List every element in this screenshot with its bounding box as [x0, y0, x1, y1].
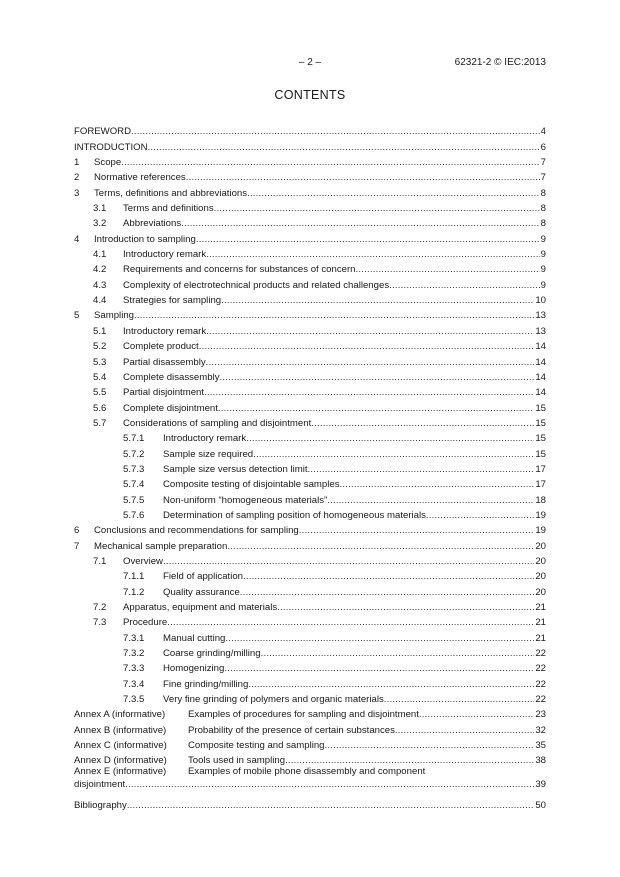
- toc-leader-dots: [253, 449, 534, 460]
- toc-entry-title: Overview: [123, 555, 163, 567]
- toc-entry-title: Procedure: [123, 617, 168, 629]
- toc-entry-number: Annex B (informative): [74, 724, 167, 736]
- toc-entry-number: Annex C (informative): [74, 740, 167, 752]
- toc-entry-page: 15: [535, 448, 546, 460]
- toc-leader-dots: [327, 495, 534, 506]
- toc-entry[interactable]: [74, 137, 546, 152]
- toc-leader-dots: [384, 694, 535, 705]
- toc-entry-page: 9: [540, 279, 546, 291]
- toc-leader-dots: [308, 464, 535, 475]
- toc-entry-page: 35: [535, 740, 546, 752]
- toc-entry-title: Non-uniform “homogeneous materials”: [163, 494, 328, 506]
- toc-entry-page: 20: [535, 540, 546, 552]
- toc-entry-title: INTRODUCTION: [74, 141, 148, 153]
- toc-entry-title: Sample size versus detection limit: [163, 463, 308, 475]
- toc-entry-page: 15: [535, 433, 546, 445]
- toc-entry[interactable]: [74, 168, 546, 183]
- toc-entry-page: 7: [540, 172, 546, 184]
- toc-entry-page: 19: [535, 525, 546, 537]
- toc-entry[interactable]: [74, 444, 546, 459]
- toc-entry[interactable]: [74, 582, 546, 597]
- toc-leader-dots: [225, 633, 534, 644]
- toc-entry-number: 4.3: [93, 279, 107, 291]
- toc-entry[interactable]: [74, 613, 546, 628]
- toc-entry-title: Very fine grinding of polymers and organic materials: [163, 694, 384, 706]
- toc-entry[interactable]: [74, 183, 546, 198]
- toc-entry-number: 5.1: [93, 325, 107, 337]
- toc-entry[interactable]: [74, 705, 546, 720]
- toc-entry-page: 8: [540, 187, 546, 199]
- toc-entry-number: 7.1: [93, 555, 107, 567]
- toc-entry-number: 5.7.5: [123, 494, 145, 506]
- toc-entry[interactable]: [74, 674, 546, 689]
- toc-entry-number: 1: [74, 157, 80, 169]
- toc-entry-number: 5.7.6: [123, 509, 145, 521]
- toc-entry-page: 14: [535, 387, 546, 399]
- toc-entry-title: Complexity of electrotechnical products and related challenges: [123, 279, 390, 291]
- toc-entry-title: Introductory remark: [123, 325, 207, 337]
- toc-entry-title: Introduction to sampling: [94, 233, 196, 245]
- toc-entry[interactable]: [74, 383, 546, 398]
- toc-entry-title-continued: disjointment: [74, 779, 126, 791]
- toc-leader-dots: [243, 571, 534, 582]
- toc-entry[interactable]: [74, 644, 546, 659]
- toc-entry-number: 5.7.2: [123, 448, 145, 460]
- toc-entry[interactable]: [74, 260, 546, 275]
- toc-leader-dots: [148, 142, 540, 153]
- toc-entry-page: 21: [535, 632, 546, 644]
- toc-entry-title: Abbreviations: [123, 218, 182, 230]
- toc-entry-page: 6: [540, 141, 546, 153]
- toc-entry-title: Considerations of sampling and disjointment: [123, 417, 312, 429]
- toc-entry-page: 14: [535, 356, 546, 368]
- toc-entry-page: 17: [535, 479, 546, 491]
- toc-leader-dots: [167, 617, 534, 628]
- toc-entry-page: 9: [540, 264, 546, 276]
- toc-entry-number: 5.2: [93, 341, 107, 353]
- toc-entry-number: 7.1.2: [123, 586, 145, 598]
- toc-entry-page: 15: [535, 417, 546, 429]
- toc-leader-dots: [356, 264, 540, 275]
- toc-entry-page: 10: [535, 295, 546, 307]
- toc-entry-page: 39: [535, 779, 546, 791]
- toc-entry[interactable]: [74, 352, 546, 367]
- toc-leader-dots: [426, 510, 534, 521]
- toc-leader-dots: [127, 800, 535, 811]
- toc-entry-number: 7.3: [93, 617, 107, 629]
- toc-entry-page: 14: [535, 371, 546, 383]
- toc-entry-title: Apparatus, equipment and materials: [123, 602, 278, 613]
- toc-entry-number: 7.3.2: [123, 648, 145, 660]
- toc-entry[interactable]: [74, 398, 546, 413]
- toc-leader-dots: [220, 372, 535, 383]
- toc-leader-dots: [221, 295, 534, 306]
- toc-entry-page: 9: [540, 233, 546, 245]
- toc-entry-page: 50: [535, 799, 546, 811]
- toc-leader-dots: [311, 418, 534, 429]
- toc-entry-title: Fine grinding/milling: [163, 678, 249, 690]
- toc-entry[interactable]: [74, 429, 546, 444]
- toc-entry-title: Partial disassembly: [123, 356, 206, 368]
- toc-leader-dots: [134, 310, 534, 321]
- toc-leader-dots: [218, 403, 534, 414]
- toc-entry[interactable]: [74, 690, 546, 705]
- toc-entry-title: Composite testing and sampling: [188, 740, 325, 752]
- toc-entry[interactable]: [74, 506, 546, 521]
- toc-entry[interactable]: [74, 414, 546, 429]
- toc-entry-number: 5.7: [93, 417, 107, 429]
- toc-entry-title: Sample size required: [163, 448, 254, 460]
- toc-entry-page: 21: [535, 617, 546, 629]
- toc-entry-title: Sampling: [94, 310, 134, 322]
- toc-entry-title: Quality assurance: [163, 586, 240, 598]
- toc-entry[interactable]: [74, 751, 546, 766]
- toc-entry[interactable]: [74, 122, 546, 137]
- toc-entry-page: 22: [535, 694, 546, 706]
- toc-entry-title: Scope: [94, 157, 122, 169]
- toc-entry[interactable]: [74, 795, 546, 810]
- toc-entry[interactable]: [74, 229, 546, 244]
- toc-entry-page: 22: [535, 648, 546, 660]
- page-header: [74, 57, 546, 77]
- toc-entry[interactable]: [74, 552, 546, 567]
- toc-entry-number: 7.3.4: [123, 678, 145, 690]
- toc-entry-title: Composite testing of disjointable samples: [163, 479, 340, 491]
- toc-leader-dots: [163, 556, 534, 567]
- toc-entry-number: 5.3: [93, 356, 107, 368]
- toc-entry-title: Introductory remark: [163, 433, 247, 445]
- toc-leader-dots: [285, 755, 534, 766]
- toc-entry-title: Coarse grinding/milling: [163, 648, 261, 660]
- toc-entry-page: 14: [535, 341, 546, 353]
- toc-leader-dots: [196, 234, 540, 245]
- toc-entry-number: 4: [74, 233, 80, 245]
- toc-entry-title: Partial disjointment: [123, 387, 205, 399]
- toc-leader-dots: [247, 188, 540, 199]
- toc-entry-number: 5.4: [93, 371, 107, 383]
- toc-entry-page: 9: [540, 249, 546, 261]
- toc-entry-page: 13: [535, 325, 546, 337]
- toc-entry-number: 7: [74, 540, 80, 552]
- toc-entry-number: 7.3.3: [123, 663, 145, 675]
- toc-entry-page: 22: [535, 663, 546, 675]
- toc-entry[interactable]: [74, 214, 546, 229]
- toc-entry[interactable]: [74, 567, 546, 582]
- toc-entry-page: 17: [535, 463, 546, 475]
- toc-entry-number: 6: [74, 525, 80, 537]
- toc-leader-dots: [325, 740, 535, 751]
- toc-entry[interactable]: [74, 460, 546, 475]
- toc-entry-page: 7: [540, 157, 546, 169]
- toc-entry-page: 8: [540, 203, 546, 215]
- toc-entry-title: Manual cutting: [163, 632, 226, 644]
- toc-leader-dots: [206, 357, 535, 368]
- toc-entry-page: 23: [535, 709, 546, 721]
- toc-entry-title: Tools used in sampling: [188, 755, 286, 767]
- toc-entry[interactable]: [74, 153, 546, 168]
- toc-leader-dots: [340, 479, 535, 490]
- toc-entry-number: 3: [74, 187, 80, 199]
- toc-entry[interactable]: [74, 199, 546, 214]
- toc-leader-dots: [125, 779, 534, 790]
- toc-entry[interactable]: [74, 490, 546, 505]
- toc-entry-title: Homogenizing: [163, 663, 225, 675]
- toc-entry-number: 5.7.3: [123, 463, 145, 475]
- toc-entry-number: 4.4: [93, 295, 107, 307]
- toc-entry[interactable]: [74, 521, 546, 536]
- toc-entry[interactable]: [74, 598, 546, 613]
- document-reference: 62321-2 © IEC:2013: [454, 57, 546, 68]
- toc-leader-dots: [261, 648, 535, 659]
- toc-entry-page: 22: [535, 678, 546, 690]
- toc-leader-dots: [204, 387, 534, 398]
- toc-leader-dots: [181, 218, 540, 229]
- toc-entry-number: Annex D (informative): [74, 755, 167, 767]
- toc-entry-number: 4.1: [93, 249, 107, 261]
- toc-entry[interactable]: [74, 475, 546, 490]
- toc-entry[interactable]: [74, 321, 546, 336]
- toc-entry-number: 5.6: [93, 402, 107, 414]
- toc-entry-title: Bibliography: [74, 799, 127, 811]
- toc-entry[interactable]: [74, 720, 546, 735]
- toc-entry-title: Introductory remark: [123, 249, 207, 261]
- toc-entry-number: 3.2: [93, 218, 107, 230]
- toc-entry-title: Examples of procedures for sampling and disjointment: [188, 709, 419, 721]
- toc-leader-dots: [199, 341, 535, 352]
- toc-entry-title: Mechanical sample preparation: [94, 540, 228, 552]
- toc-leader-dots: [248, 679, 534, 690]
- page-number: – 2 –: [298, 57, 322, 68]
- toc-leader-dots: [131, 126, 540, 137]
- toc-leader-dots: [395, 725, 534, 736]
- toc-leader-dots: [206, 249, 539, 260]
- toc-entry-number: 5: [74, 310, 80, 322]
- toc-entry[interactable]: [74, 659, 546, 674]
- toc-entry-page: 38: [535, 755, 546, 767]
- toc-leader-dots: [224, 663, 534, 674]
- toc-leader-dots: [246, 433, 534, 444]
- toc-entry-title: Strategies for sampling: [123, 295, 222, 307]
- toc-entry[interactable]: [74, 275, 546, 290]
- toc-entry-page: 21: [535, 602, 546, 613]
- toc-entry-number: 4.2: [93, 264, 107, 276]
- toc-leader-dots: [299, 525, 535, 536]
- toc-entry-number: 7.3.5: [123, 694, 145, 706]
- toc-entry-page: 18: [535, 494, 546, 506]
- toc-leader-dots: [121, 157, 539, 168]
- toc-leader-dots: [419, 709, 534, 720]
- toc-entry-page: 15: [535, 402, 546, 414]
- toc-entry-page: 19: [535, 509, 546, 521]
- toc-entry-title: Determination of sampling position of homogeneous materials: [163, 509, 426, 521]
- toc-entry-page: 20: [535, 571, 546, 583]
- toc-entry-title: Field of application: [163, 571, 243, 583]
- toc-leader-dots: [186, 172, 540, 183]
- toc-entry-title: Requirements and concerns for substances of concern: [123, 264, 356, 276]
- toc-entry[interactable]: [74, 628, 546, 643]
- toc-entry-number: Annex E (informative): [74, 766, 167, 778]
- toc-entry-page: 20: [535, 555, 546, 567]
- toc-entry-number: 5.7.4: [123, 479, 145, 491]
- toc-entry-title: Terms, definitions and abbreviations: [94, 187, 248, 199]
- toc-entry[interactable]: [74, 337, 546, 352]
- toc-entry-title: FOREWORD: [74, 126, 132, 138]
- toc-leader-dots: [227, 541, 534, 552]
- toc-entry-title: Examples of mobile phone disassembly and component: [188, 766, 426, 778]
- toc-entry-page: 8: [540, 218, 546, 230]
- toc-leader-dots: [277, 602, 534, 613]
- toc-entry-page: 4: [540, 126, 546, 138]
- toc-entry-title: Probability of the presence of certain substances: [188, 724, 395, 736]
- toc-entry-number: 5.7.1: [123, 433, 145, 445]
- toc-leader-dots: [240, 587, 535, 598]
- toc-entry-page: 20: [535, 586, 546, 598]
- toc-entry[interactable]: [74, 536, 546, 551]
- contents-title: CONTENTS: [274, 88, 346, 102]
- toc-entry-title: Terms and definitions: [123, 203, 214, 215]
- toc-entry[interactable]: [74, 766, 546, 795]
- toc-leader-dots: [214, 203, 540, 214]
- toc-entry-number: 5.5: [93, 387, 107, 399]
- toc-entry-title: Complete product: [123, 341, 199, 353]
- toc-entry[interactable]: [74, 245, 546, 260]
- toc-entry-title: Normative references: [94, 172, 186, 184]
- toc-entry-number: 7.1.1: [123, 571, 145, 583]
- toc-entry-number: 7.3.1: [123, 632, 145, 644]
- toc-entry-page: 13: [535, 310, 546, 322]
- toc-entry[interactable]: [74, 736, 546, 751]
- toc-leader-dots: [389, 280, 540, 291]
- toc-entry-number: 3.1: [93, 203, 107, 215]
- toc-entry-page: 32: [535, 724, 546, 736]
- toc-leader-dots: [206, 326, 534, 337]
- toc-entry[interactable]: [74, 306, 546, 321]
- toc-entry-number: 2: [74, 172, 80, 184]
- toc-entry-number: 7.2: [93, 602, 107, 613]
- toc-entry-title: Complete disassembly: [123, 371, 220, 383]
- toc-entry[interactable]: [74, 291, 546, 306]
- toc-entry[interactable]: [74, 368, 546, 383]
- toc-entry-title: Conclusions and recommendations for sampling: [94, 525, 299, 537]
- table-of-contents: [74, 122, 546, 811]
- toc-entry-title: Complete disjointment: [123, 402, 218, 414]
- toc-entry-number: Annex A (informative): [74, 709, 166, 721]
